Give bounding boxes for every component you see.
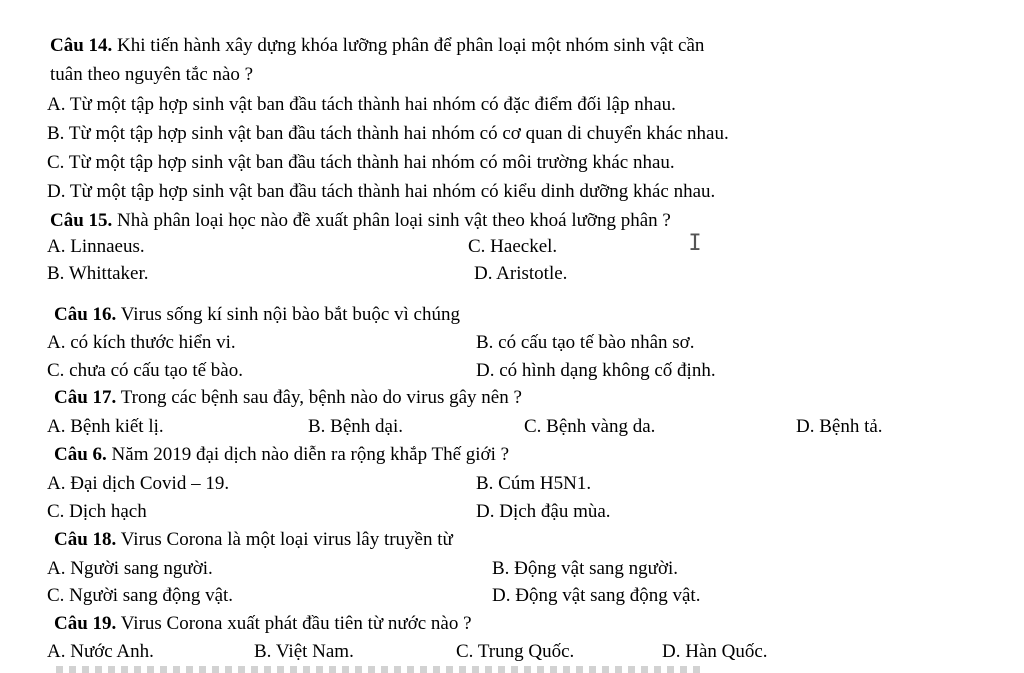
question-15-stem — [50, 209, 671, 233]
question-17-option-b: B. Bệnh dại. — [308, 416, 403, 437]
question-text: Khi tiến hành xây dựng khóa lưỡng phân để phân loại một nhóm sinh vật cần — [117, 35, 705, 56]
question-19-stem — [54, 612, 472, 636]
question-text: Virus Corona xuất phát đầu tiên từ nước nào ? — [120, 613, 472, 634]
question-15-option-d: D. Aristotle. — [474, 263, 568, 284]
question-18-option-a: A. Người sang người. — [47, 558, 213, 579]
question-text: Nhà phân loại học nào đề xuất phân loại sinh vật theo khoá lưỡng phân ? — [117, 210, 671, 231]
question-16-option-c: C. chưa có cấu tạo tế bào. — [47, 360, 243, 381]
question-15-option-b: B. Whittaker. — [47, 263, 149, 284]
question-14-stem — [50, 34, 704, 58]
question-6-stem — [54, 443, 509, 467]
question-17-option-a: A. Bệnh kiết lị. — [47, 416, 164, 437]
question-18-option-d: D. Động vật sang động vật. — [492, 585, 701, 606]
clipped-next-line — [56, 666, 706, 673]
question-16-option-a: A. có kích thước hiển vi. — [47, 332, 236, 353]
question-19-option-d: D. Hàn Quốc. — [662, 641, 768, 662]
question-14-option-b: B. Từ một tập hợp sinh vật ban đầu tách thành hai nhóm có cơ quan di chuyển khác nhau. — [47, 123, 729, 144]
text-cursor-icon: I — [688, 231, 702, 256]
question-19-option-b: B. Việt Nam. — [254, 641, 354, 662]
question-18-option-b: B. Động vật sang người. — [492, 558, 679, 579]
question-17-option-d: D. Bệnh tả. — [796, 416, 883, 437]
question-19-option-c: C. Trung Quốc. — [456, 641, 575, 662]
question-15-option-c: C. Haeckel. — [468, 236, 558, 257]
question-19-option-a: A. Nước Anh. — [47, 641, 154, 662]
question-number: Câu 17. — [54, 387, 117, 408]
question-17-stem — [54, 386, 522, 410]
question-14-option-c: C. Từ một tập hợp sinh vật ban đầu tách thành hai nhóm có môi trường khác nhau. — [47, 152, 675, 173]
question-14-option-d: D. Từ một tập hợp sinh vật ban đầu tách thành hai nhóm có kiểu dinh dưỡng khác nhau. — [47, 181, 716, 202]
question-number: Câu 14. — [50, 35, 113, 56]
question-6-option-d: D. Dịch đậu mùa. — [476, 501, 611, 522]
question-number: Câu 16. — [54, 304, 117, 325]
question-16-stem — [54, 303, 460, 327]
question-number: Câu 18. — [54, 529, 117, 550]
question-16-option-b: B. có cấu tạo tế bào nhân sơ. — [476, 332, 695, 353]
question-text: Virus Corona là một loại virus lây truyền từ — [120, 529, 453, 550]
question-text: Trong các bệnh sau đây, bệnh nào do virus gây nên ? — [120, 387, 522, 408]
question-6-option-a: A. Đại dịch Covid – 19. — [47, 473, 230, 494]
question-18-option-c: C. Người sang động vật. — [47, 585, 234, 606]
question-number: Câu 6. — [54, 444, 107, 465]
question-17-option-c: C. Bệnh vàng da. — [524, 416, 656, 437]
question-18-stem — [54, 528, 453, 552]
question-15-option-a: A. Linnaeus. — [47, 236, 145, 257]
question-6-option-b: B. Cúm H5N1. — [476, 473, 592, 494]
question-text: Năm 2019 đại dịch nào diễn ra rộng khắp Thế giới ? — [111, 444, 510, 465]
question-14-stem-continued: tuân theo nguyên tắc nào ? — [50, 64, 254, 85]
question-14-option-a: A. Từ một tập hợp sinh vật ban đầu tách thành hai nhóm có đặc điểm đối lập nhau. — [47, 94, 676, 115]
question-number: Câu 19. — [54, 613, 117, 634]
question-text: Virus sống kí sinh nội bào bắt buộc vì chúng — [120, 304, 460, 325]
question-16-option-d: D. có hình dạng không cố định. — [476, 360, 716, 381]
question-number: Câu 15. — [50, 210, 113, 231]
question-6-option-c: C. Dịch hạch — [47, 501, 147, 522]
